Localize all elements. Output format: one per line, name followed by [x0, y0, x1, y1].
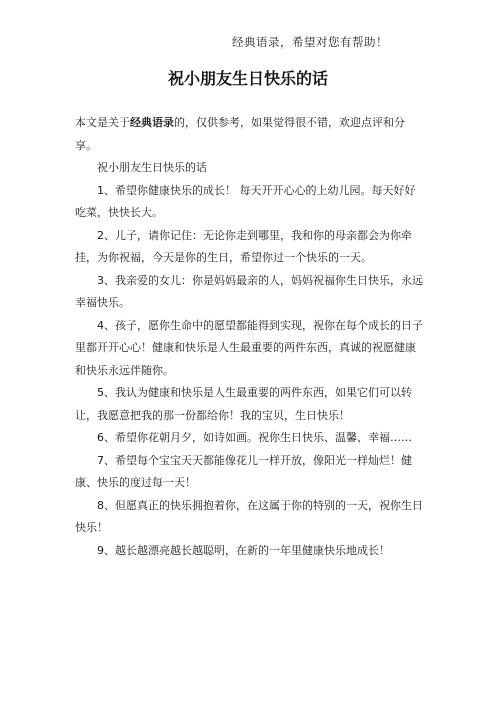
wish-paragraph-9: 9、越长越漂亮越长越聪明，在新的一年里健康快乐地成长！ — [97, 543, 390, 557]
intro-keyword: 经典语录 — [130, 116, 174, 129]
wish-paragraph-2: 2、儿子，请你记住：无论你走到哪里，我和你的母亲都会为你牵挂，为你祝福，今天是你的生日，希望你过一个快乐的一天。 — [75, 228, 412, 264]
page-title: 祝小朋友生日快乐的话 — [167, 69, 328, 88]
wish-paragraph-8: 8、但愿真正的快乐拥抱着你，在这属于你的特别的一天，祝你生日快乐！ — [75, 498, 423, 534]
wish-paragraph-4: 4、孩子，愿你生命中的愿望都能得到实现，祝你在每个成长的日子里都开开心心！健康和快乐是人生最重要的两件东西，真诚的祝愿健康和快乐永远伴随你。 — [75, 318, 423, 377]
wish-paragraph-3: 3、我亲爱的女儿：你是妈妈最亲的人，妈妈祝福你生日快乐，永远幸福快乐。 — [75, 273, 423, 309]
wish-paragraph-6: 6、希望你花朝月夕，如诗如画。祝你生日快乐、温馨、幸福…… — [97, 431, 412, 444]
intro-suffix: 的，仅供参考，如果觉得很不错，欢迎点评和分享。 — [75, 116, 405, 152]
wish-paragraph-5: 5、我认为健康和快乐是人生最重要的两件东西，如果它们可以转让，我愿意把我的那一份都给你！我的宝贝，生日快乐！ — [75, 386, 412, 422]
intro-prefix: 本文是关于 — [75, 116, 130, 129]
intro-paragraph — [75, 112, 423, 157]
document-body — [75, 112, 423, 562]
section-subtitle: 祝小朋友生日快乐的话 — [97, 161, 207, 174]
header-note: 经典语录，希望对您有帮助！ — [232, 35, 388, 49]
wish-paragraph-1: 1、希望你健康快乐的成长！ 每天开开心心的上幼儿园。每天好好吃菜，快快长大。 — [75, 183, 416, 219]
wish-paragraph-7: 7、希望每个宝宝天天都能像花儿一样开放，像阳光一样灿烂！健康、快乐的度过每一天！ — [75, 453, 412, 489]
